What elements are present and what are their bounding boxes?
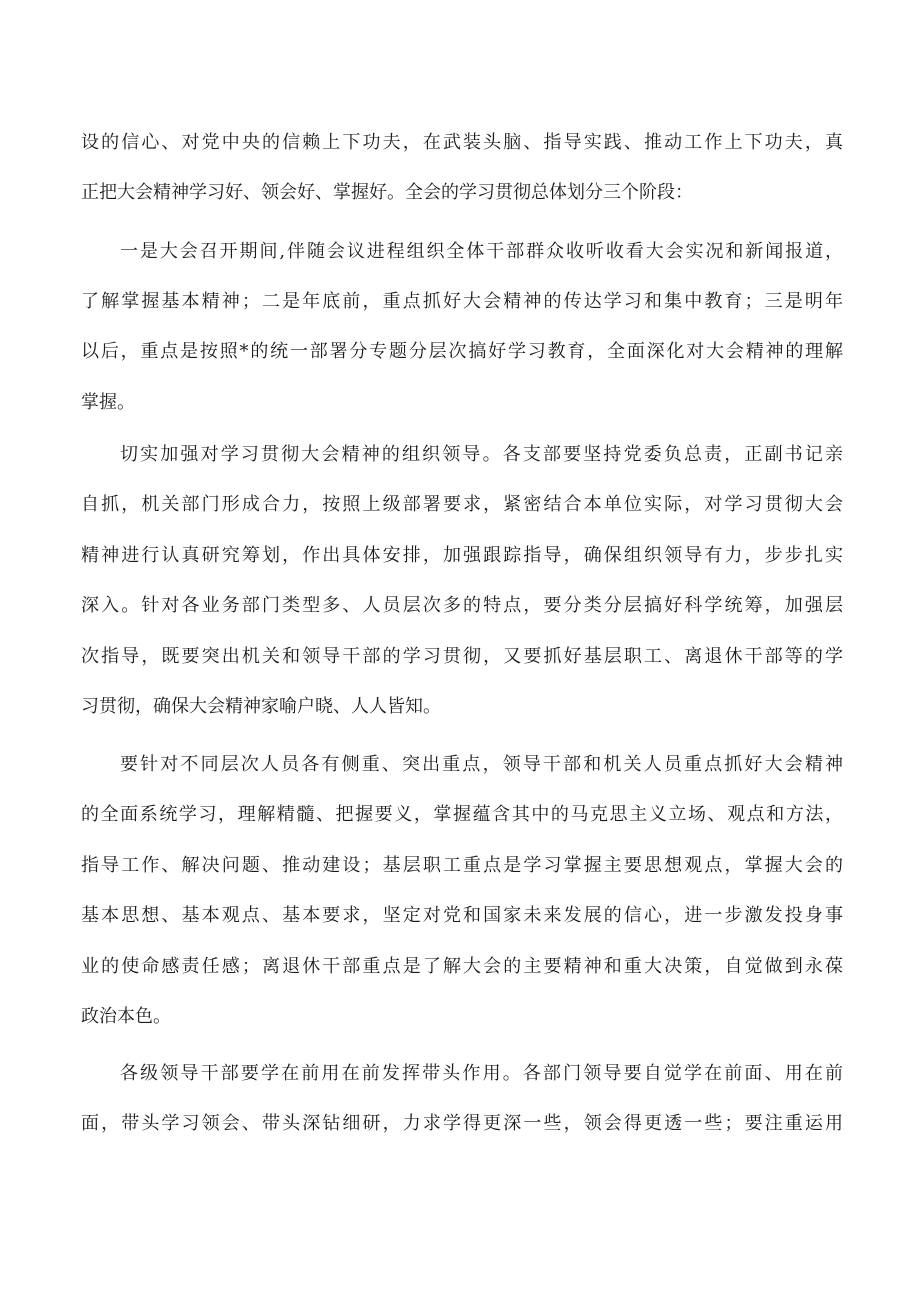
paragraph-3-line-1: 切实加强对学习贯彻大会精神的组织领导。各支部要坚持党委负总责，正副书记亲 (120, 444, 843, 465)
paragraph-3-line-4: 深入。针对各业务部门类型多、人员层次多的特点，要分类分层搞好科学统筹，加强层 (81, 595, 843, 616)
paragraph-4-line-1: 要针对不同层次人员各有侧重、突出重点，领导干部和机关人员重点抓好大会精神 (120, 754, 843, 775)
paragraph-1-line-2: 正把大会精神学习好、领会好、掌握好。全会的学习贯彻总体划分三个阶段： (81, 182, 693, 203)
paragraph-2-line-4: 掌握。 (81, 392, 135, 413)
paragraph-4-line-3: 指导工作、解决问题、推动建设；基层职工重点是学习掌握主要思想观点，掌握大会的 (81, 855, 843, 876)
paragraph-3-line-5: 次指导，既要突出机关和领导干部的学习贯彻，又要抓好基层职工、离退休干部等的学 (81, 646, 843, 667)
paragraph-1-line-1: 设的信心、对党中央的信赖上下功夫，在武装头脑、指导实践、推动工作上下功夫，真 (81, 132, 843, 153)
paragraph-4-line-2: 的全面系统学习，理解精髓、把握要义，掌握蕴含其中的马克思主义立场、观点和方法， (81, 804, 843, 825)
paragraph-4-line-4: 基本思想、基本观点、基本要求，坚定对党和国家未来发展的信心，进一步激发投身事 (81, 905, 843, 926)
paragraph-2-line-3: 以后，重点是按照*的统一部署分专题分层次搞好学习教育，全面深化对大会精神的理解 (81, 341, 843, 362)
paragraph-4-line-6: 政治本色。 (81, 1006, 171, 1027)
paragraph-3-line-2: 自抓，机关部门形成合力，按照上级部署要求，紧密结合本单位实际，对学习贯彻大会 (81, 494, 843, 515)
paragraph-3-line-3: 精神进行认真研究筹划，作出具体安排，加强跟踪指导，确保组织领导有力，步步扎实 (81, 545, 843, 566)
paragraph-4-line-5: 业的使命感责任感；离退休干部重点是了解大会的主要精神和重大决策，自觉做到永葆 (81, 956, 843, 977)
paragraph-5-line-2: 面，带头学习领会、带头深钻细研，力求学得更深一些，领会得更透一些；要注重运用 (81, 1113, 843, 1134)
paragraph-5-line-1: 各级领导干部要学在前用在前发挥带头作用。各部门领导要自觉学在前面、用在前 (120, 1063, 843, 1084)
paragraph-2-line-1: 一是大会召开期间,伴随会议进程组织全体干部群众收听收看大会实况和新闻报道， (120, 241, 843, 262)
paragraph-3-line-6: 习贯彻，确保大会精神家喻户晓、人人皆知。 (81, 696, 441, 717)
paragraph-2-line-2: 了解掌握基本精神；二是年底前，重点抓好大会精神的传达学习和集中教育；三是明年 (81, 291, 843, 312)
